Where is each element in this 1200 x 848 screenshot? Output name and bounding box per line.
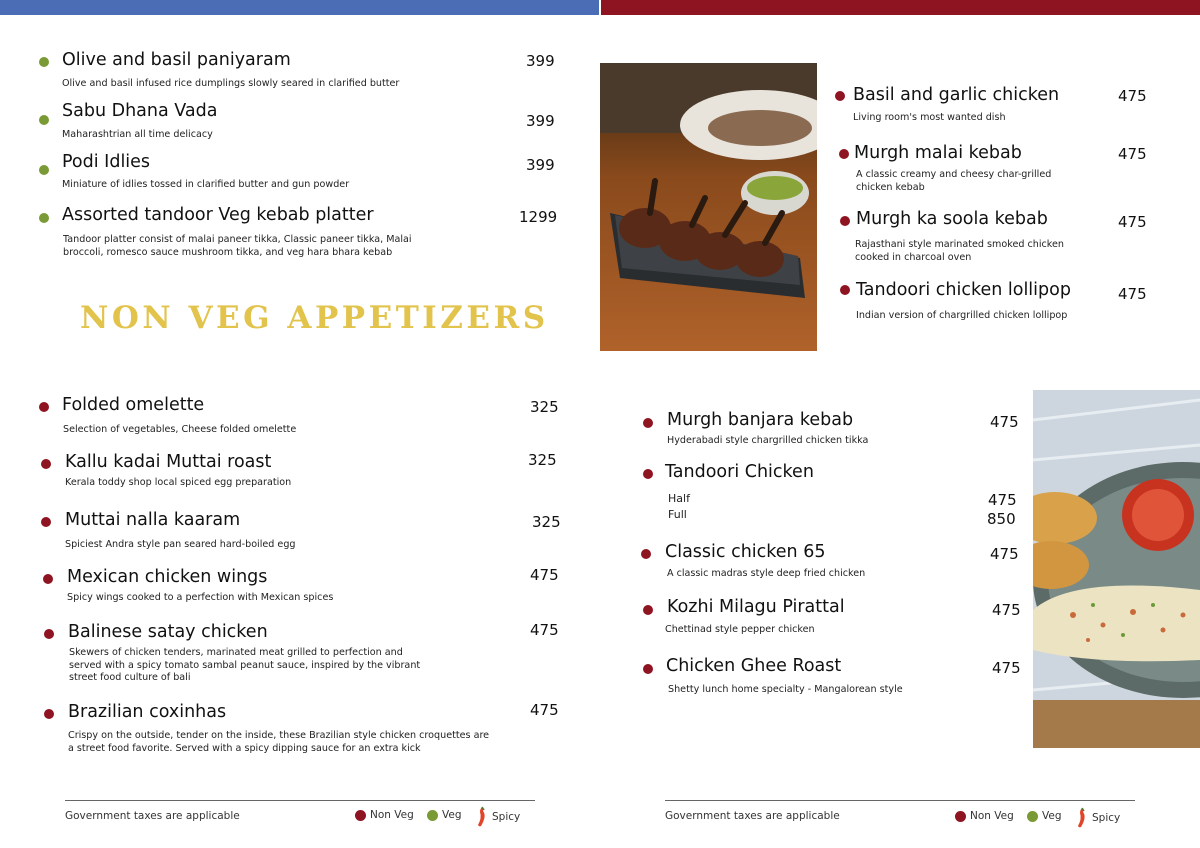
item-desc: Crispy on the outside, tender on the inside, these Brazilian style chicken croquettes are a street food favorite. Served with a spicy dipping sauce for an extra kick <box>68 730 490 754</box>
non-veg-dot-icon <box>39 402 49 412</box>
non-veg-dot-icon <box>43 574 53 584</box>
item-name: Chicken Ghee Roast <box>666 656 842 676</box>
item-desc: Spiciest Andra style pan seared hard-boiled egg <box>65 539 296 550</box>
chili-icon <box>1075 807 1087 829</box>
non-veg-dot-icon <box>41 517 51 527</box>
item-desc: Living room's most wanted dish <box>853 112 1006 123</box>
item-name: Olive and basil paniyaram <box>62 50 291 70</box>
footer-taxes-note: Government taxes are applicable <box>665 810 840 822</box>
item-price: 475 <box>992 601 1021 619</box>
item-name: Tandoori chicken lollipop <box>856 280 1071 300</box>
legend-veg <box>427 809 462 821</box>
veg-dot-icon <box>1027 811 1038 822</box>
item-price: 475 <box>990 413 1019 431</box>
item-desc: Hyderabadi style chargrilled chicken tikka <box>667 435 869 446</box>
legend-non-veg-label: Non Veg <box>370 809 414 821</box>
non-veg-dot-icon <box>44 709 54 719</box>
non-veg-dot-icon <box>840 216 850 226</box>
non-veg-dot-icon <box>41 459 51 469</box>
top-bar-right <box>601 0 1200 15</box>
chicken-lollipop-illustration <box>600 63 817 351</box>
item-name: Balinese satay chicken <box>68 622 268 642</box>
item-price: 399 <box>526 52 555 70</box>
item-desc: Tandoor platter consist of malai paneer tikka, Classic paneer tikka, Malai broccoli, romesco sauce mushroom tikka, and veg hara bhara kebab <box>63 234 412 258</box>
legend-spicy <box>1075 807 1120 829</box>
veg-dot-icon <box>427 810 438 821</box>
item-price: 475 <box>1118 285 1147 303</box>
non-veg-dot-icon <box>643 469 653 479</box>
legend-non-veg <box>355 809 414 821</box>
item-desc: Chettinad style pepper chicken <box>665 624 815 635</box>
section-heading: NON VEG APPETIZERS <box>80 300 549 336</box>
legend-non-veg <box>955 810 1014 822</box>
item-price: 475 <box>1118 145 1147 163</box>
item-desc: Miniature of idlies tossed in clarified butter and gun powder <box>62 179 350 190</box>
veg-dot-icon <box>39 57 49 67</box>
item-name: Assorted tandoor Veg kebab platter <box>62 205 374 225</box>
non-veg-dot-icon <box>44 629 54 639</box>
item-price: 475 <box>1118 213 1147 231</box>
item-price: 475 <box>530 621 559 639</box>
item-name: Tandoori Chicken <box>665 462 814 482</box>
item-price: 399 <box>526 112 555 130</box>
omelette-plate-photo <box>1033 390 1200 748</box>
item-name: Kallu kadai Muttai roast <box>65 452 272 472</box>
item-desc: Kerala toddy shop local spiced egg preparation <box>65 477 292 488</box>
item-name: Brazilian coxinhas <box>68 702 227 722</box>
legend-spicy-label: Spicy <box>492 811 521 823</box>
item-desc: Indian version of chargrilled chicken lollipop <box>856 310 1068 321</box>
item-price: 475 <box>990 545 1019 563</box>
legend-veg-label: Veg <box>1042 810 1062 822</box>
footer-taxes-note: Government taxes are applicable <box>65 810 240 822</box>
omelette-plate-illustration <box>1033 390 1200 748</box>
item-name: Muttai nalla kaaram <box>65 510 241 530</box>
item-desc: Spicy wings cooked to a perfection with Mexican spices <box>67 592 334 603</box>
item-name: Murgh malai kebab <box>854 143 1022 163</box>
chicken-lollipop-photo <box>600 63 817 351</box>
legend-spicy <box>475 806 520 828</box>
non-veg-dot-icon <box>839 149 849 159</box>
item-price: 325 <box>532 513 561 531</box>
top-bar-left <box>0 0 599 15</box>
item-price: 475 <box>530 566 559 584</box>
item-price: 1299 <box>519 208 558 226</box>
item-price: 325 <box>530 398 559 416</box>
item-price: 475 <box>530 701 559 719</box>
legend-non-veg-label: Non Veg <box>970 810 1014 822</box>
item-name: Classic chicken 65 <box>665 542 826 562</box>
item-name: Murgh banjara kebab <box>667 410 854 430</box>
item-desc: Maharashtrian all time delicacy <box>62 129 213 140</box>
chili-icon <box>475 806 487 828</box>
item-name: Mexican chicken wings <box>67 567 268 587</box>
non-veg-dot-icon <box>355 810 366 821</box>
item-desc: A classic creamy and cheesy char-grilled chicken kebab <box>856 169 1052 193</box>
non-veg-dot-icon <box>955 811 966 822</box>
footer-divider-right <box>665 800 1135 801</box>
non-veg-dot-icon <box>643 418 653 428</box>
item-price: 850 <box>987 510 1016 528</box>
veg-dot-icon <box>39 115 49 125</box>
item-desc: A classic madras style deep fried chicken <box>667 568 866 579</box>
item-name: Kozhi Milagu Pirattal <box>667 597 845 617</box>
item-desc: Olive and basil infused rice dumplings slowly seared in clarified butter <box>62 78 400 89</box>
item-price: 475 <box>992 659 1021 677</box>
portion-label: Half <box>668 492 690 505</box>
item-desc: Shetty lunch home specialty - Mangalorean style <box>668 684 903 695</box>
item-price: 325 <box>528 451 557 469</box>
item-name: Murgh ka soola kebab <box>856 209 1048 229</box>
item-name: Basil and garlic chicken <box>853 85 1060 105</box>
item-name: Folded omelette <box>62 395 205 415</box>
legend-veg-label: Veg <box>442 809 462 821</box>
non-veg-dot-icon <box>835 91 845 101</box>
item-price: 475 <box>1118 87 1147 105</box>
legend-veg <box>1027 810 1062 822</box>
legend-spicy-label: Spicy <box>1092 812 1121 824</box>
veg-dot-icon <box>39 165 49 175</box>
non-veg-dot-icon <box>840 285 850 295</box>
non-veg-dot-icon <box>643 664 653 674</box>
footer-divider-left <box>65 800 535 801</box>
item-name: Sabu Dhana Vada <box>62 101 218 121</box>
veg-dot-icon <box>39 213 49 223</box>
item-desc: Skewers of chicken tenders, marinated meat grilled to perfection and served with a spicy tomato sambal peanut sauce, inspired by the vibrant street food culture of bali <box>69 647 421 683</box>
item-name: Podi Idlies <box>62 152 151 172</box>
portion-label: Full <box>668 508 687 521</box>
non-veg-dot-icon <box>643 605 653 615</box>
item-desc: Selection of vegetables, Cheese folded omelette <box>63 424 297 435</box>
item-price: 475 <box>988 491 1017 509</box>
item-desc: Rajasthani style marinated smoked chicken cooked in charcoal oven <box>855 239 1065 263</box>
item-price: 399 <box>526 156 555 174</box>
non-veg-dot-icon <box>641 549 651 559</box>
